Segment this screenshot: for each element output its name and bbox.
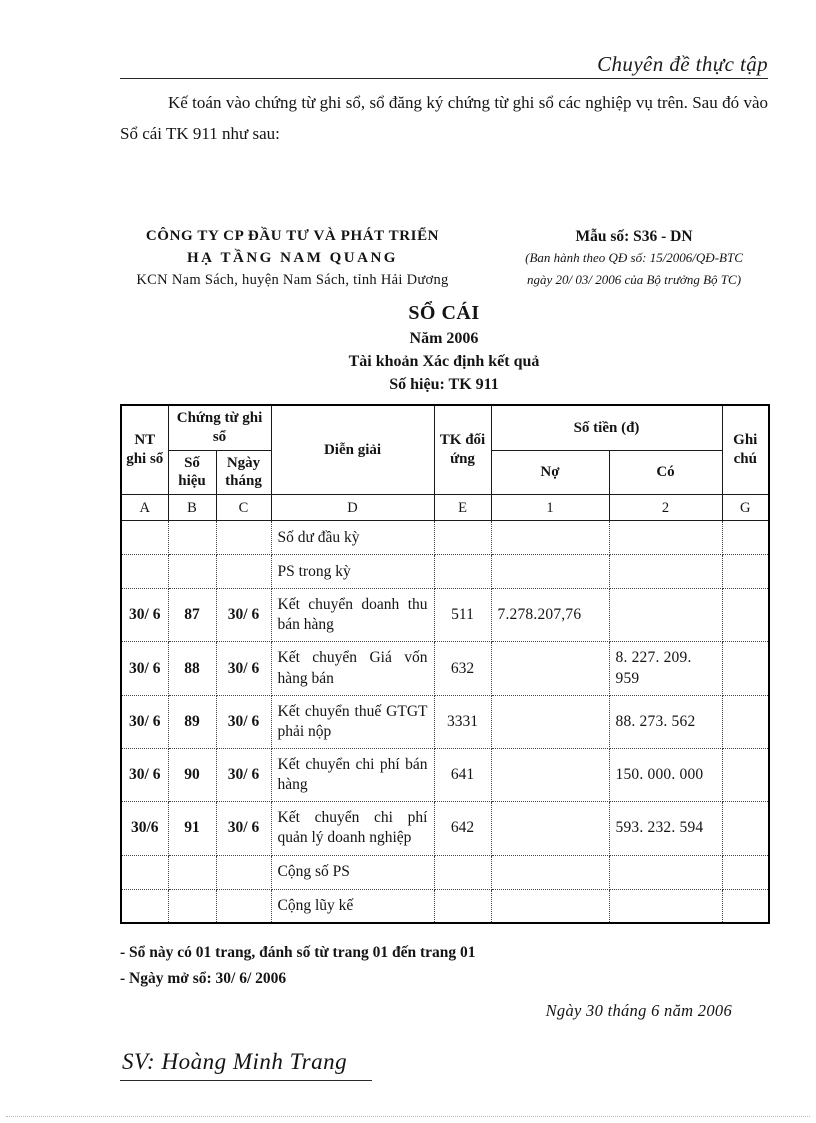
cell-ghi-chu xyxy=(722,642,769,695)
cell-ghi-chu xyxy=(722,802,769,855)
col-header-sohieu: Số hiệu xyxy=(168,450,216,495)
cell-so-hieu xyxy=(168,855,216,889)
col-header-chungtu: Chứng từ ghi sổ xyxy=(168,405,271,450)
cell-ngay-thang: 30/ 6 xyxy=(216,642,271,695)
col-letter-1: 1 xyxy=(491,495,609,521)
cell-ghi-chu xyxy=(722,555,769,589)
cell-no-amount xyxy=(491,642,609,695)
cell-co-amount xyxy=(609,589,722,642)
cell-co-amount xyxy=(609,521,722,555)
running-header xyxy=(120,52,768,79)
col-letter-g: G xyxy=(722,495,769,521)
col-letter-c: C xyxy=(216,495,271,521)
cell-tk-doi-ung: 3331 xyxy=(434,695,491,748)
cell-nt-ghi-so: 30/ 6 xyxy=(121,749,168,802)
cell-ngay-thang xyxy=(216,889,271,923)
document-title-block xyxy=(120,302,768,394)
cell-dien-giai: Kết chuyển Giá vốn hàng bán xyxy=(271,642,434,695)
column-letter-row xyxy=(121,495,769,521)
cell-tk-doi-ung xyxy=(434,855,491,889)
cell-nt-ghi-so xyxy=(121,555,168,589)
cell-so-hieu: 91 xyxy=(168,802,216,855)
ledger-table-body xyxy=(121,521,769,923)
col-letter-e: E xyxy=(434,495,491,521)
cell-ngay-thang xyxy=(216,555,271,589)
table-row xyxy=(121,521,769,555)
cell-nt-ghi-so xyxy=(121,889,168,923)
cell-ngay-thang: 30/ 6 xyxy=(216,589,271,642)
cell-so-hieu xyxy=(168,521,216,555)
table-row xyxy=(121,589,769,642)
cell-dien-giai: Kết chuyển doanh thu bán hàng xyxy=(271,589,434,642)
col-header-sotien: Số tiền (đ) xyxy=(491,405,722,450)
table-row xyxy=(121,802,769,855)
cell-ghi-chu xyxy=(722,589,769,642)
cell-co-amount xyxy=(609,855,722,889)
col-header-no: Nợ xyxy=(491,450,609,495)
cell-no-amount: 7.278.207,76 xyxy=(491,589,609,642)
company-name-line1: CÔNG TY CP ĐẦU TƯ VÀ PHÁT TRIỂN xyxy=(145,227,440,244)
cell-no-amount xyxy=(491,855,609,889)
ledger-table-header xyxy=(121,405,769,521)
letterhead xyxy=(120,228,768,290)
cell-ngay-thang: 30/ 6 xyxy=(216,695,271,748)
footer-note-pages: - Sổ này có 01 trang, đánh số từ trang 01 đến trang 01 xyxy=(120,944,476,962)
cell-tk-doi-ung xyxy=(434,889,491,923)
table-row xyxy=(121,642,769,695)
cell-ngay-thang: 30/ 6 xyxy=(216,802,271,855)
cell-so-hieu xyxy=(168,555,216,589)
col-header-diengiai: Diễn giải xyxy=(271,405,434,495)
cell-dien-giai: Kết chuyển chi phí quản lý doanh nghiệp xyxy=(271,802,434,855)
cell-nt-ghi-so: 30/ 6 xyxy=(121,589,168,642)
cell-tk-doi-ung: 511 xyxy=(434,589,491,642)
cell-no-amount xyxy=(491,555,609,589)
cell-co-amount xyxy=(609,889,722,923)
table-row xyxy=(121,749,769,802)
cell-tk-doi-ung: 641 xyxy=(434,749,491,802)
company-address: KCN Nam Sách, huyện Nam Sách, tỉnh Hải Dương xyxy=(136,271,449,288)
col-header-ghichu: Ghi chú xyxy=(722,405,769,495)
cell-ngay-thang: 30/ 6 xyxy=(216,749,271,802)
table-row xyxy=(121,695,769,748)
cell-dien-giai: Cộng lũy kế xyxy=(271,889,434,923)
cell-ghi-chu xyxy=(722,695,769,748)
cell-so-hieu: 87 xyxy=(168,589,216,642)
cell-co-amount xyxy=(609,555,722,589)
cell-ghi-chu xyxy=(722,749,769,802)
footer-date-line: Ngày 30 tháng 6 năm 2006 xyxy=(545,1000,732,1020)
cell-nt-ghi-so: 30/6 xyxy=(121,802,168,855)
cell-no-amount xyxy=(491,889,609,923)
col-header-co: Có xyxy=(609,450,722,495)
cell-nt-ghi-so: 30/ 6 xyxy=(121,695,168,748)
cell-so-hieu: 89 xyxy=(168,695,216,748)
cell-ghi-chu xyxy=(722,855,769,889)
form-info-block xyxy=(500,228,768,290)
cell-ngay-thang xyxy=(216,521,271,555)
cell-dien-giai: Số dư đầu kỳ xyxy=(271,521,434,555)
cell-tk-doi-ung: 642 xyxy=(434,802,491,855)
col-header-tk: TK đối ứng xyxy=(434,405,491,495)
cell-ngay-thang xyxy=(216,855,271,889)
cell-no-amount xyxy=(491,695,609,748)
account-number: Số hiệu: TK 911 xyxy=(389,376,499,394)
cell-dien-giai: Cộng số PS xyxy=(271,855,434,889)
running-header-title: Chuyên đề thực tập xyxy=(597,52,768,76)
document-title: SỔ CÁI xyxy=(408,302,480,325)
cell-dien-giai: PS trong kỳ xyxy=(271,555,434,589)
intro-paragraph: Kế toán vào chứng từ ghi sổ, sổ đăng ký chứng từ ghi sổ các nghiệp vụ trên. Sau đó vào Sổ cái TK 911 như sau: xyxy=(120,93,768,144)
cell-co-amount: 8. 227. 209. 959 xyxy=(609,642,722,695)
table-row xyxy=(121,855,769,889)
cell-ghi-chu xyxy=(722,889,769,923)
cell-co-amount: 593. 232. 594 xyxy=(609,802,722,855)
cell-dien-giai: Kết chuyển thuế GTGT phải nộp xyxy=(271,695,434,748)
cell-tk-doi-ung: 632 xyxy=(434,642,491,695)
cell-tk-doi-ung xyxy=(434,555,491,589)
signature-text: SV: Hoàng Minh Trang xyxy=(120,1049,372,1081)
col-letter-d: D xyxy=(271,495,434,521)
ledger-table xyxy=(120,404,770,924)
col-letter-2: 2 xyxy=(609,495,722,521)
table-row xyxy=(121,555,769,589)
form-issued-line2: ngày 20/ 03/ 2006 của Bộ trưởng Bộ TC) xyxy=(526,272,742,288)
company-name-line2: HẠ TẦNG NAM QUANG xyxy=(187,249,398,266)
account-name: Tài khoản Xác định kết quả xyxy=(348,353,540,371)
col-letter-b: B xyxy=(168,495,216,521)
footer-notes xyxy=(120,940,768,993)
form-number: Mẫu số: S36 - DN xyxy=(575,227,693,245)
cell-so-hieu: 90 xyxy=(168,749,216,802)
cell-so-hieu xyxy=(168,889,216,923)
form-issued-line1: (Ban hành theo QĐ số: 15/2006/QĐ-BTC xyxy=(525,249,743,265)
cell-ghi-chu xyxy=(722,521,769,555)
col-header-nt: NT ghi sổ xyxy=(121,405,168,495)
cell-no-amount xyxy=(491,521,609,555)
company-block xyxy=(120,228,465,289)
cell-no-amount xyxy=(491,802,609,855)
cell-co-amount: 88. 273. 562 xyxy=(609,695,722,748)
cell-so-hieu: 88 xyxy=(168,642,216,695)
col-letter-a: A xyxy=(121,495,168,521)
col-header-ngaythang: Ngày tháng xyxy=(216,450,271,495)
document-year: Năm 2006 xyxy=(409,330,479,348)
cell-tk-doi-ung xyxy=(434,521,491,555)
cell-co-amount: 150. 000. 000 xyxy=(609,749,722,802)
cell-nt-ghi-so xyxy=(121,855,168,889)
cell-no-amount xyxy=(491,749,609,802)
cell-dien-giai: Kết chuyển chi phí bán hàng xyxy=(271,749,434,802)
signature-block xyxy=(120,1049,768,1081)
cell-nt-ghi-so: 30/ 6 xyxy=(121,642,168,695)
cell-nt-ghi-so xyxy=(121,521,168,555)
footer-note-open-date: - Ngày mở sổ: 30/ 6/ 2006 xyxy=(120,970,287,988)
table-row xyxy=(121,889,769,923)
